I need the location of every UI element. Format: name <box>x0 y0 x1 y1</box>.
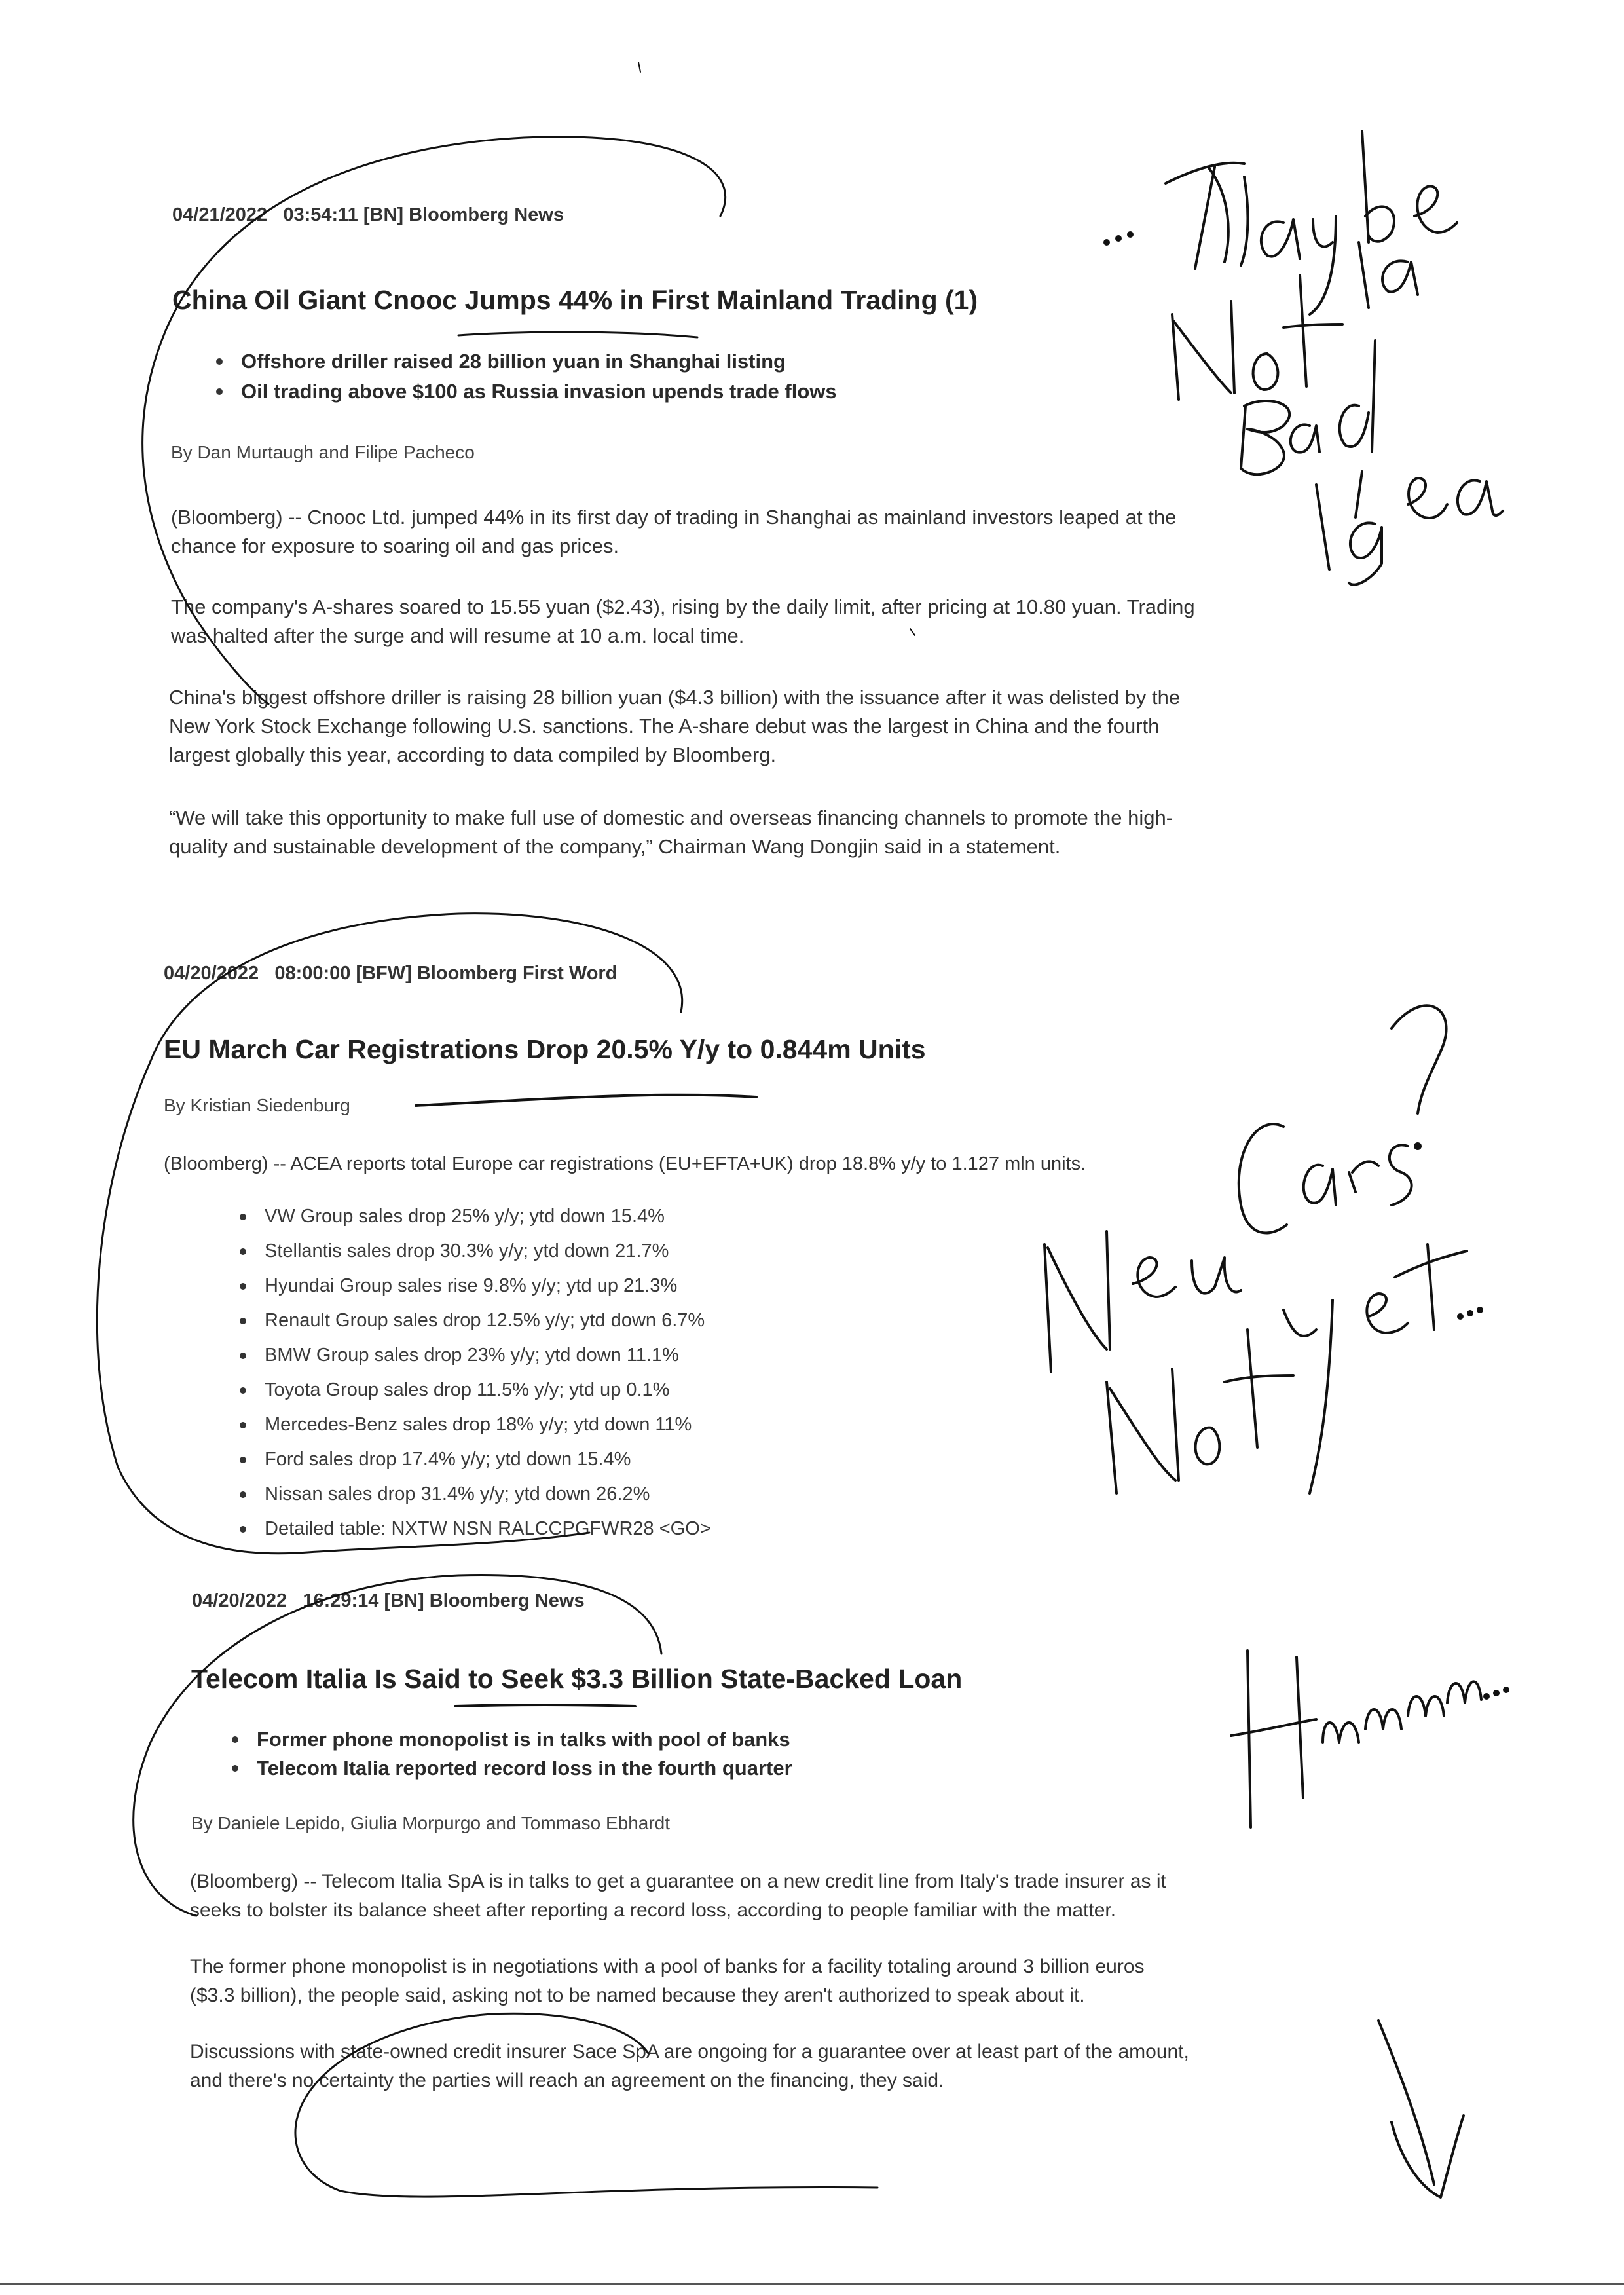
list-item: Renault Group sales drop 12.5% y/y; ytd down 6.7% <box>265 1303 711 1338</box>
list-item: Ford sales drop 17.4% y/y; ytd down 15.4% <box>265 1442 711 1477</box>
article-paragraph: China's biggest offshore driller is raising 28 billion yuan ($4.3 billion) with the issuance after it was delisted by the New York Stock Exchange following U.S. sanctions. The A-share debut was the largest in China and the fourth largest globally this year, according to data compiled by Bloomberg. <box>169 686 1181 766</box>
handwritten-down-arrow-icon <box>1378 2021 1464 2197</box>
article-meta: 04/20/2022 08:00:00 [BFW] Bloomberg First Word <box>164 963 618 984</box>
article-headline: EU March Car Registrations Drop 20.5% Y/y to 0.844m Units <box>164 1034 926 1064</box>
article-meta: 04/21/2022 03:54:11 [BN] Bloomberg News <box>172 204 564 225</box>
article-paragraph: The former phone monopolist is in negotiations with a pool of banks for a facility totaling around 3 billion euros ($3.3 billion), the people said, asking not to be named because they aren't authorized to speak about it. <box>190 1956 1145 2006</box>
article-paragraph: (Bloomberg) -- Cnooc Ltd. jumped 44% in its first day of trading in Shanghai as mainland investors leaped at the chance for exposure to soaring oil and gas prices. <box>171 506 1177 557</box>
article-summary-bullets <box>257 1725 792 1783</box>
article-byline: By Daniele Lepido, Giulia Morpurgo and Tommaso Ebhardt <box>191 1813 671 1833</box>
ink-underline <box>458 332 697 337</box>
article-paragraph: Discussions with state-owned credit insurer Sace SpA are ongoing for a guarantee over at least part of the amount, and there's no certainty the parties will reach an agreement on the financing, they said. <box>190 2041 1189 2091</box>
article-headline: Telecom Italia Is Said to Seek $3.3 Billion State-Backed Loan <box>191 1664 963 1694</box>
summary-bullet: Oil trading above $100 as Russia invasion upends trade flows <box>241 377 837 407</box>
registrations-list <box>265 1199 711 1546</box>
article-byline: By Kristian Siedenburg <box>164 1095 350 1115</box>
list-item: Nissan sales drop 31.4% y/y; ytd down 26.2% <box>265 1477 711 1512</box>
ink-underline <box>416 1095 756 1106</box>
ink-stray-mark <box>638 62 640 72</box>
list-item: VW Group sales drop 25% y/y; ytd down 15.4% <box>265 1199 711 1234</box>
list-item: Detailed table: NXTW NSN RALCCPGFWR28 <GO> <box>265 1512 711 1546</box>
list-item: Toyota Group sales drop 11.5% y/y; ytd up 0.1% <box>265 1373 711 1408</box>
list-item: Stellantis sales drop 30.3% y/y; ytd down 21.7% <box>265 1234 711 1269</box>
article-summary-bullets <box>241 346 837 407</box>
list-item: BMW Group sales drop 23% y/y; ytd down 11.1% <box>265 1338 711 1373</box>
summary-bullet: Offshore driller raised 28 billion yuan in Shanghai listing <box>241 346 837 377</box>
list-item: Hyundai Group sales rise 9.8% y/y; ytd up 21.3% <box>265 1269 711 1303</box>
handwritten-note-hmmm <box>1231 1651 1508 1827</box>
ink-underline <box>455 1705 635 1706</box>
article-byline: By Dan Murtaugh and Filipe Pacheco <box>171 442 475 462</box>
handwritten-note-new-cars-not-yet <box>1044 1005 1482 1493</box>
scan-bottom-edge <box>0 2283 1624 2285</box>
summary-bullet: Telecom Italia reported record loss in the fourth quarter <box>257 1754 792 1783</box>
article-paragraph: (Bloomberg) -- Telecom Italia SpA is in talks to get a guarantee on a new credit line from Italy's trade insurer as it seeks to bolster its balance sheet after reporting a record loss, according to people familiar with the matter. <box>190 1871 1166 1921</box>
article-quote-paragraph: “We will take this opportunity to make full use of domestic and overseas financing channels to promote the high- quality and sustainable development of the company,” Chairman Wang Dongjin said in a statement. <box>169 806 1173 858</box>
summary-bullet: Former phone monopolist is in talks with pool of banks <box>257 1725 792 1754</box>
article-meta: 04/20/2022 16:29:14 [BN] Bloomberg News <box>192 1590 585 1611</box>
article-paragraph: The company's A-shares soared to 15.55 yuan ($2.43), rising by the daily limit, after pricing at 10.80 yuan. Trading was halted after the surge and will resume at 10 a.m. local time. <box>171 595 1195 647</box>
list-item: Mercedes-Benz sales drop 18% y/y; ytd down 11% <box>265 1408 711 1442</box>
article-headline: China Oil Giant Cnooc Jumps 44% in First Mainland Trading (1) <box>172 285 978 315</box>
article-intro: (Bloomberg) -- ACEA reports total Europe car registrations (EU+EFTA+UK) drop 18.8% y/y to 1.127 mln units. <box>164 1153 1086 1174</box>
